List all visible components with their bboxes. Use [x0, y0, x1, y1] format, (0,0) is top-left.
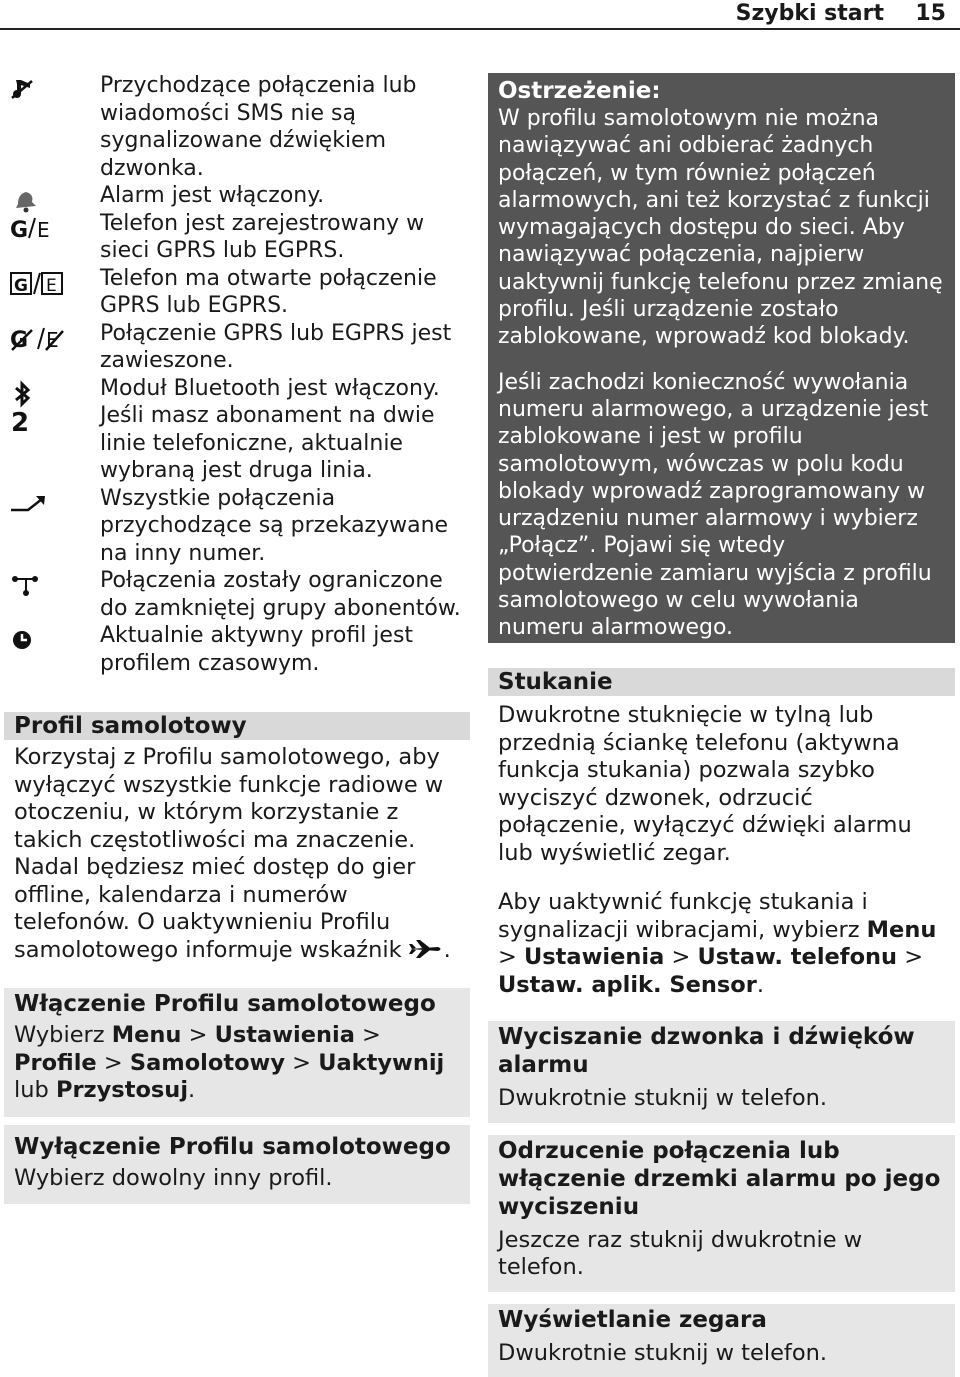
activate-flight-path: [14, 1018, 460, 1105]
activate-flight-heading: Włączenie Profilu samolotowego: [14, 988, 460, 1018]
menu-path-item: Przystosuj: [56, 1077, 188, 1103]
page-header: [0, 0, 960, 30]
flight-profile-text: Korzystaj z Profilu samolotowego, aby wyłączyć wszystkie funkcje radiowe w otoczeniu, w którym korzystanie z takich częstotliwości ma znaczenie. Nadal będziesz mieć dostęp do gier offline, kalendarza i numerów telefonów. O uaktywnieniu Profilu samolotowego informuje wskaźnik: [14, 744, 443, 963]
path-separator: >: [97, 1050, 130, 1076]
gprs-open-connection-icon: [10, 271, 64, 297]
icon-description: Przychodzące połączenia lub wiadomości SMS nie są sygnalizowane dźwiękiem dzwonka.: [100, 73, 417, 181]
path-separator: >: [181, 1022, 214, 1048]
path-text: .: [757, 972, 764, 998]
svg-text:2: 2: [11, 408, 29, 438]
icon-list-item: [10, 567, 470, 622]
menu-path-item: Ustawienia: [215, 1022, 355, 1048]
menu-path-item: Menu: [867, 917, 937, 943]
menu-path-item: Samolotowy: [130, 1050, 285, 1076]
menu-path-item: Ustaw. aplik. Sensor: [498, 972, 757, 998]
flight-profile-heading: Profil samolotowy: [4, 712, 470, 740]
path-text: Wybierz: [14, 1022, 112, 1048]
icon-description: Wszystkie połączenia przychodzące są przekazywane na inny numer.: [100, 486, 448, 566]
menu-path-item: Uaktywnij: [318, 1050, 444, 1076]
flight-profile-body: [4, 740, 470, 964]
section-title: Szybki start: [736, 0, 884, 28]
svg-text:E: E: [46, 276, 57, 296]
deactivate-flight-text: Wybierz dowolny inny profil.: [14, 1161, 460, 1193]
flight-profile-text-end: .: [444, 937, 451, 963]
icon-description: Jeśli masz abonament na dwie linie telefoniczne, aktualnie wybraną jest druga linia.: [100, 403, 435, 483]
show-clock-heading: Wyświetlanie zegara: [498, 1306, 945, 1334]
path-text: Aby uaktywnić funkcję stukania i sygnalizacji wibracjami, wybierz: [498, 889, 868, 943]
svg-text:E: E: [37, 218, 50, 242]
icon-description: Aktualnie aktywny profil jest profilem czasowym.: [100, 623, 413, 676]
activate-flight-box: [4, 988, 470, 1204]
path-separator: >: [355, 1022, 381, 1048]
timed-profile-icon: [10, 628, 64, 654]
icon-list-item: [10, 375, 470, 403]
airplane-icon: [408, 939, 444, 959]
path-separator: >: [664, 944, 697, 970]
status-icon-list: [10, 72, 470, 677]
icon-list-item: [10, 265, 470, 320]
tap-heading: Stukanie: [488, 668, 955, 696]
call-divert-icon: [10, 491, 64, 517]
flight-profile-section: [4, 712, 470, 1204]
svg-text:G: G: [10, 218, 28, 243]
svg-text:G: G: [14, 276, 28, 296]
reject-call-box: [488, 1135, 955, 1292]
closed-user-group-icon: [10, 573, 64, 599]
menu-path-item: Profile: [14, 1050, 97, 1076]
reject-call-heading: Odrzucenie połączenia lub włączenie drzemki alarmu po jego wyciszeniu: [498, 1137, 945, 1221]
menu-path-item: Ustaw. telefonu: [697, 944, 897, 970]
warning-title: Ostrzeżenie:: [498, 77, 945, 105]
tap-description: Dwukrotne stuknięcie w tylną lub przednią ściankę telefonu (aktywna funkcja stukania) pozwala szybko wyciszyć dzwonek, odrzucić połączenie, wyłączyć dźwięki alarmu lub wyświetlić zegar.: [488, 696, 955, 867]
icon-description: Połączenie GPRS lub EGPRS jest zawieszone.: [100, 321, 451, 374]
gprs-registered-icon: [10, 216, 64, 242]
path-text: lub: [14, 1077, 56, 1103]
icon-description: Moduł Bluetooth jest włączony.: [100, 376, 440, 401]
svg-text:G: G: [10, 328, 28, 353]
tap-activate-path: [488, 883, 955, 999]
svg-text:E: E: [46, 328, 59, 352]
icon-list-item: [10, 402, 470, 485]
warning-text: W profilu samolotowym nie można nawiązywać ani odbierać żadnych połączeń, w tym również połączeń alarmowych, ani też korzystać z funkcji wymagających dostępu do sieci. Aby nawiązywać połączenia, najpierw uaktywnij funkcję telefonu przez zmianę profilu. Jeśli urządzenie zostało zablokowane, wprowadź kod blokady.: [498, 105, 945, 351]
path-separator: >: [285, 1050, 318, 1076]
show-clock-box: [488, 1304, 955, 1377]
path-text: .: [188, 1077, 195, 1103]
path-separator: >: [897, 944, 923, 970]
reject-call-text: Jeszcze raz stuknij dwukrotnie w telefon.: [498, 1221, 945, 1282]
silence-ringtone-heading: Wyciszanie dzwonka i dźwięków alarmu: [498, 1023, 945, 1079]
icon-description: Telefon jest zarejestrowany w sieci GPRS lub EGPRS.: [100, 211, 424, 264]
icon-list-item: [10, 320, 470, 375]
path-separator: >: [498, 944, 524, 970]
icon-list-item: [10, 485, 470, 568]
warning-box: [488, 73, 955, 643]
icon-description: Alarm jest włączony.: [100, 183, 324, 208]
deactivate-flight-heading: Wyłączenie Profilu samolotowego: [14, 1125, 460, 1161]
silent-ringtone-icon: [10, 78, 64, 104]
icon-list-item: [10, 182, 470, 210]
tap-section: [488, 668, 955, 1377]
icon-list-item: [10, 72, 470, 182]
icon-description: Połączenia zostały ograniczone do zamkniętej grupy abonentów.: [100, 568, 461, 621]
icon-list-item: [10, 622, 470, 677]
gprs-suspended-icon: [10, 326, 64, 352]
menu-path-item: Menu: [112, 1022, 182, 1048]
line-two-icon: [10, 408, 64, 434]
icon-list-item: [10, 210, 470, 265]
icon-description: Telefon ma otwarte połączenie GPRS lub EGPRS.: [100, 266, 437, 319]
warning-emergency-text: Jeśli zachodzi konieczność wywołania numeru alarmowego, a urządzenie jest zablokowane i jest w profilu samolotowym, wówczas w polu kodu blokady wprowadź zaprogramowany w urządzeniu numer alarmowy i wybierz „Połącz”. Pojawi się wtedy potwierdzenie zamiaru wyjścia z profilu samolotowego w celu wywołania numeru alarmowego.: [498, 369, 945, 642]
page-number: 15: [915, 0, 946, 28]
show-clock-text: Dwukrotnie stuknij w telefon.: [498, 1334, 945, 1368]
silence-ringtone-box: [488, 1021, 955, 1123]
menu-path-item: Ustawienia: [524, 944, 664, 970]
silence-ringtone-text: Dwukrotnie stuknij w telefon.: [498, 1079, 945, 1113]
